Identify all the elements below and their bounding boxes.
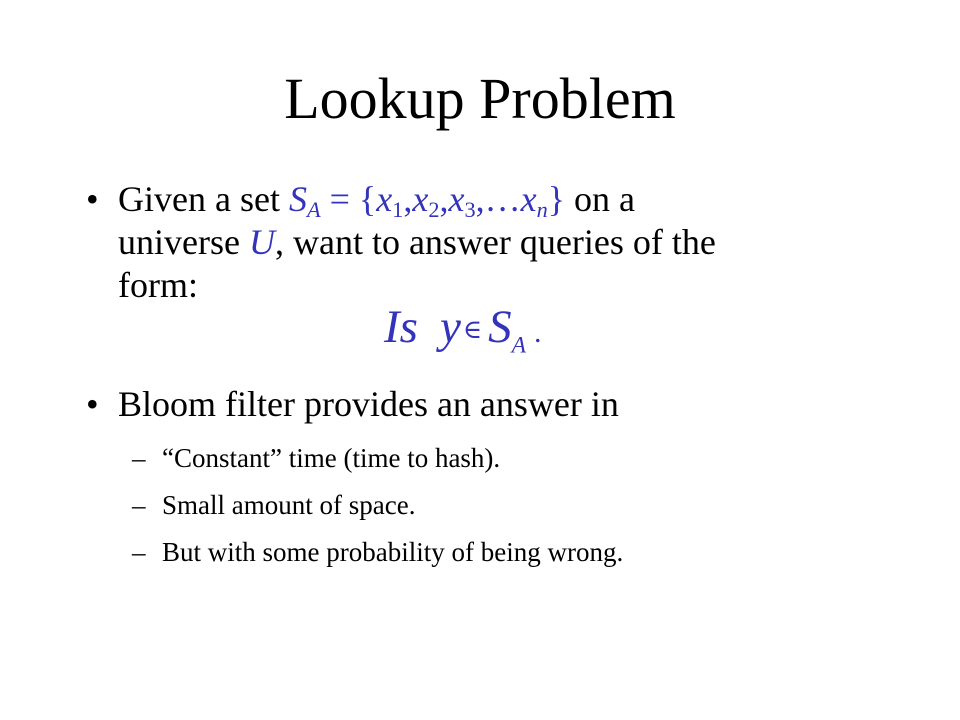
sub-item-2: – Small amount of space. (132, 490, 416, 520)
sub-item-3: – But with some probability of being wrong. (132, 537, 624, 567)
bullet-1-line-3: form: (118, 265, 198, 305)
bullet-1-text (118, 178, 878, 307)
dash-marker: – (132, 490, 146, 520)
element-of-symbol: ∈ (462, 315, 483, 344)
universe-symbol: U (248, 222, 275, 262)
membership-query-formula: Is y∈ $S_A$ . (384, 301, 542, 359)
dash-marker: – (132, 537, 146, 567)
bullet-1-line-2: universe U, want to answer queries of the (118, 222, 716, 262)
slide-title: Lookup Problem (284, 66, 676, 131)
sub-item-1: – “Constant” time (time to hash). (132, 443, 501, 473)
dash-marker: – (132, 443, 146, 473)
set-expression: $S_A$ = $\{x_1,x_2,x_3,\dots x_n\}$ (288, 179, 566, 223)
bullet-marker: • (86, 179, 99, 219)
bullet-1-line-1: Given a set $S_A$ = $\{x_1,x_2,x_3,\dots x_n\}$ on a (118, 179, 636, 223)
bullet-2-text: Bloom filter provides an answer in (118, 384, 619, 424)
bullet-marker: • (86, 384, 99, 424)
